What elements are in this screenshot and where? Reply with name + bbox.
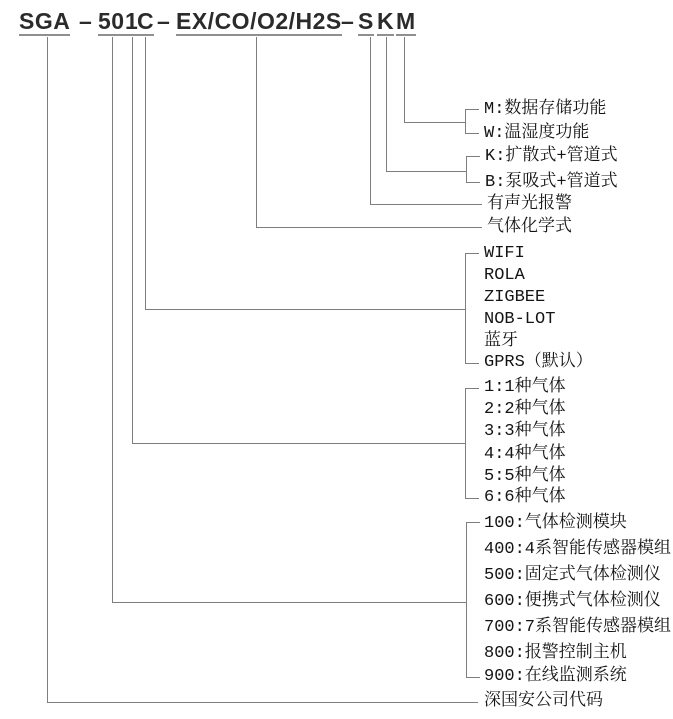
label-gas-count-4: 4:4种气体 [484,445,566,464]
label-gas-formula: 气体化学式 [487,218,572,237]
label-gas-count-6: 6:6种气体 [484,488,566,507]
label-sampling-b: B:泵吸式+管道式 [485,173,618,192]
connector-storage-hline [404,122,465,123]
connector-storage-vline [404,37,405,122]
label-company-code: 深国安公司代码 [484,692,603,711]
connector-formula-hline [256,227,482,228]
connector-comm-hline [145,309,465,310]
connector-series-vline [112,37,113,602]
bracket-comm [465,253,479,364]
connector-company-hline [47,702,478,703]
connector-comm-vline [145,37,146,309]
code-alarm: S [358,8,374,34]
label-comm-wifi: WIFI [484,244,525,263]
label-series-700: 700:7系智能传感器模组 [484,618,672,637]
connector-alarm-vline [370,37,371,204]
label-series-500: 500:固定式气体检测仪 [484,566,661,585]
label-comm-zigbee: ZIGBEE [484,288,546,307]
label-storage-m: M:数据存储功能 [484,100,607,119]
label-comm-gprs: GPRS（默认） [484,353,593,372]
code-gas-formula: EX/CO/O2/H2S [176,8,342,34]
dash-separator-2: – [157,8,171,34]
label-sampling-k: K:扩散式+管道式 [485,147,618,166]
code-comm: C [137,8,155,34]
label-gas-count-5: 5:5种气体 [484,467,566,486]
connector-series-hline [112,602,466,603]
bracket-storage [465,109,479,134]
code-series: 50 [98,8,125,34]
dash-separator-1: – [79,8,93,34]
label-alarm: 有声光报警 [487,195,572,214]
code-company: SGA [19,8,71,34]
label-series-600: 600:便携式气体检测仪 [484,592,661,611]
connector-sampling-hline [386,171,466,172]
code-storage: M [396,8,416,34]
label-storage-w: W:温湿度功能 [484,124,590,143]
label-series-400: 400:4系智能传感器模组 [484,540,672,559]
bracket-series [466,522,480,678]
label-gas-count-3: 3:3种气体 [484,422,566,441]
label-comm-bluetooth: 蓝牙 [484,332,518,351]
dash-separator-3: – [341,8,355,34]
connector-alarm-hline [370,204,482,205]
label-series-100: 100:气体检测模块 [484,514,627,533]
label-comm-nob-lot: NOB-LOT [484,310,556,329]
label-comm-rola: ROLA [484,266,525,285]
bracket-gas-count [465,388,479,499]
label-gas-count-2: 2:2种气体 [484,400,566,419]
connector-company-vline [47,37,48,702]
connector-gas-count-vline [132,37,133,443]
connector-gas-count-hline [132,443,465,444]
connector-sampling-vline [386,37,387,171]
code-sampling: K [377,8,395,34]
code-gas-count: 1 [125,8,139,34]
bracket-sampling [466,156,480,183]
connector-formula-vline [256,37,257,227]
label-series-800: 800:报警控制主机 [484,644,627,663]
label-gas-count-1: 1:1种气体 [484,378,566,397]
label-series-900: 900:在线监测系统 [484,667,627,686]
